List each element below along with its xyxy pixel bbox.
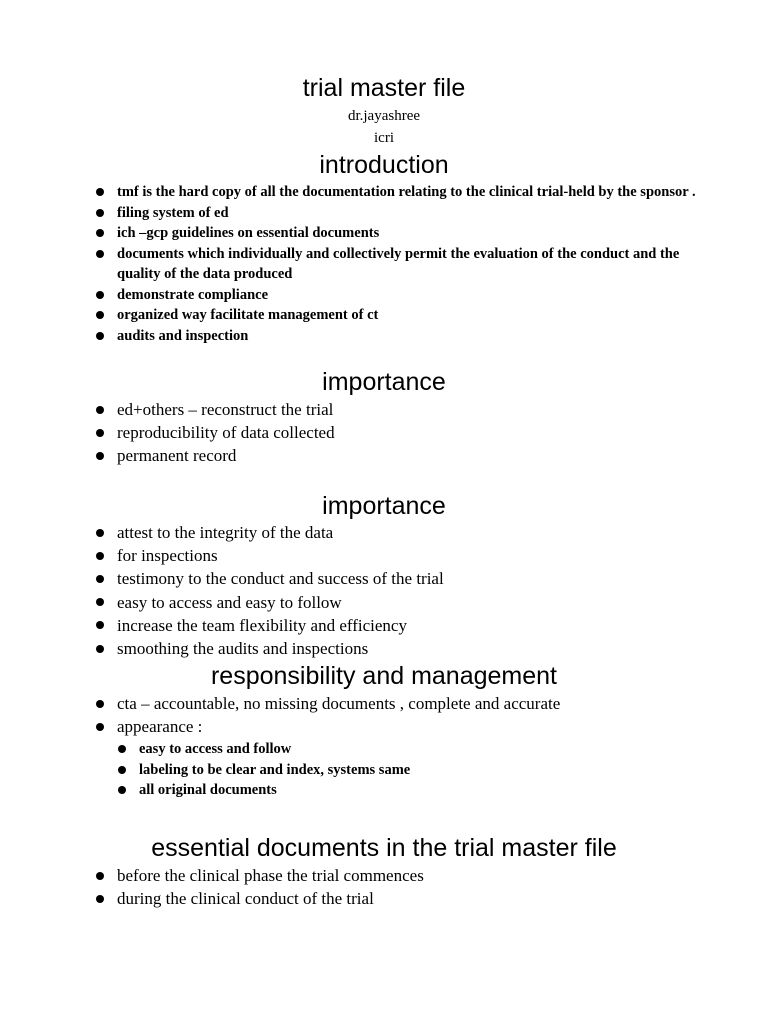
heading-essential-documents: essential documents in the trial master file <box>151 834 617 862</box>
importance-list-1 <box>117 398 737 468</box>
list-item: ed+others – reconstruct the trial <box>117 398 737 421</box>
list-item: organized way facilitate management of ct <box>117 305 707 326</box>
heading-introduction: introduction <box>319 151 449 179</box>
heading-responsibility: responsibility and management <box>210 662 558 690</box>
list-item: ich –gcp guidelines on essential documents <box>117 223 707 244</box>
list-item: documents which individually and collectively permit the evaluation of the conduct and the quality of the data produced <box>117 244 707 285</box>
list-item: smoothing the audits and inspections <box>117 637 737 660</box>
organization-name: icri <box>374 130 394 146</box>
list-item: demonstrate compliance <box>117 285 707 306</box>
importance-list-2 <box>117 521 737 660</box>
list-item: before the clinical phase the trial commences <box>117 864 737 887</box>
list-item: easy to access and easy to follow <box>117 591 737 614</box>
essential-documents-list <box>117 864 737 910</box>
list-item: all original documents <box>139 780 699 801</box>
appearance-sublist <box>139 739 699 801</box>
list-item: reproducibility of data collected <box>117 421 737 444</box>
list-item: appearance : <box>117 715 737 738</box>
list-item: testimony to the conduct and success of the trial <box>117 567 737 590</box>
list-item: filing system of ed <box>117 203 707 224</box>
list-item: for inspections <box>117 544 737 567</box>
list-item: attest to the integrity of the data <box>117 521 737 544</box>
list-item: easy to access and follow <box>139 739 699 760</box>
list-item: labeling to be clear and index, systems same <box>139 760 699 781</box>
list-item: cta – accountable, no missing documents , complete and accurate <box>117 692 737 715</box>
heading-importance-2: importance <box>322 492 446 520</box>
list-item: during the clinical conduct of the trial <box>117 887 737 910</box>
document-title: trial master file <box>302 74 466 102</box>
responsibility-list <box>117 692 737 738</box>
list-item: audits and inspection <box>117 326 707 347</box>
list-item: increase the team flexibility and efficiency <box>117 614 737 637</box>
heading-importance-1: importance <box>322 368 446 396</box>
introduction-list <box>117 182 707 346</box>
author-name: dr.jayashree <box>347 108 421 124</box>
list-item: tmf is the hard copy of all the documentation relating to the clinical trial-held by the sponsor . <box>117 182 707 203</box>
list-item: permanent record <box>117 444 737 467</box>
